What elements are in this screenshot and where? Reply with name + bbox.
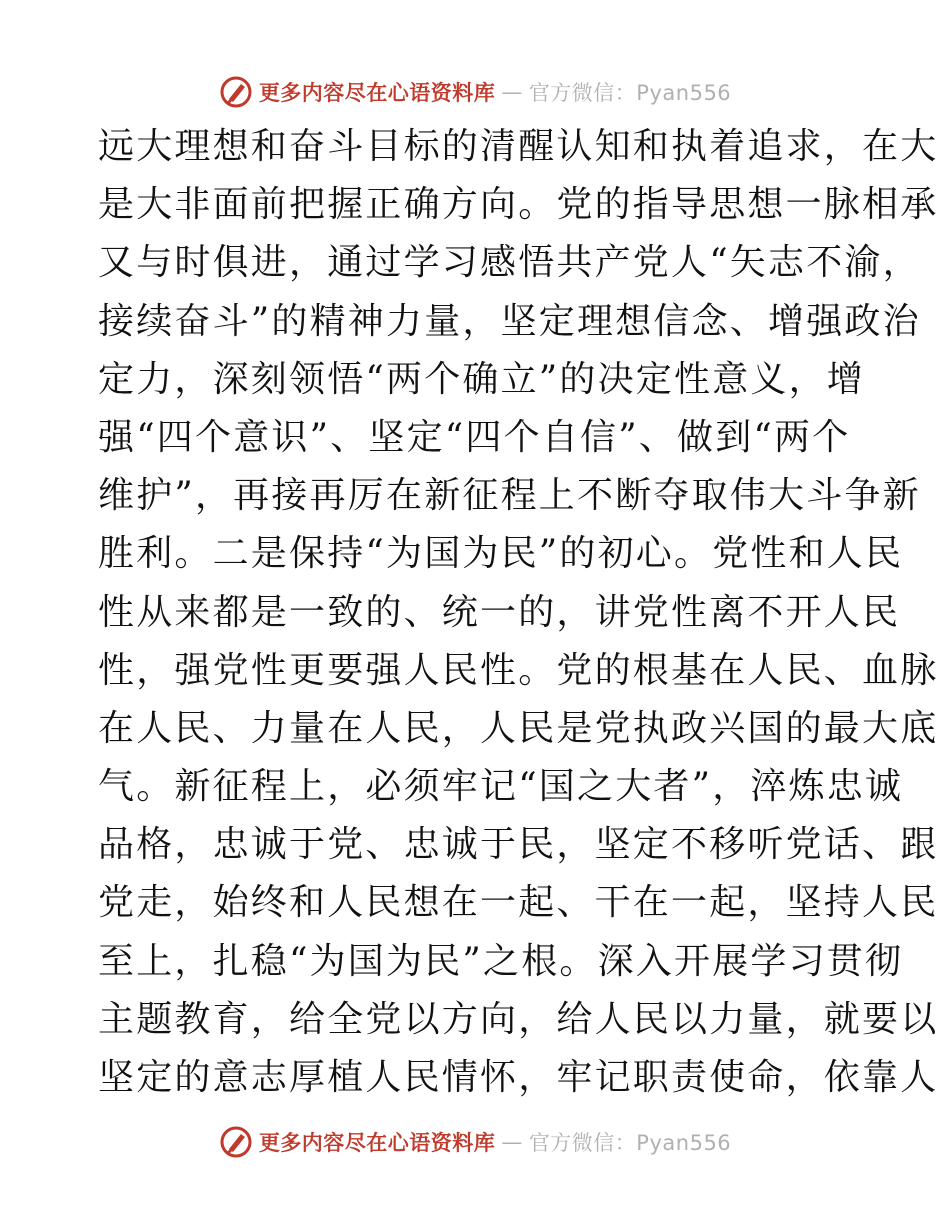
body-line: 接续奋斗”的精神力量，坚定理想信念、增强政治	[98, 300, 921, 342]
body-line: 定力，深刻领悟“两个确立”的决定性意义，增	[98, 358, 866, 400]
body-line: 性，强党性更要强人民性。党的根基在人民、血脉	[98, 649, 939, 691]
header-brand-text: 更多内容尽在心语资料库	[258, 81, 496, 105]
footer-banner	[0, 1120, 950, 1164]
body-line: 品格，忠诚于党、忠诚于民，坚定不移听党话、跟	[98, 824, 939, 866]
body-line: 党走，始终和人民想在一起、干在一起，坚持人民	[98, 882, 939, 924]
body-line: 主题教育，给全党以方向，给人民以力量，就要以	[98, 998, 939, 1040]
body-line: 又与时俱进，通过学习感悟共产党人“矢志不渝，	[98, 242, 921, 284]
document-body	[98, 118, 939, 1107]
footer-separator: —	[501, 1130, 523, 1154]
body-line: 远大理想和奋斗目标的清醒认知和执着追求，在大	[98, 126, 939, 167]
body-line: 在人民、力量在人民，人民是党执政兴国的最大底	[98, 707, 939, 749]
pen-logo-icon	[219, 1125, 253, 1159]
footer-brand-text: 更多内容尽在心语资料库	[258, 1131, 496, 1155]
header-separator: —	[501, 80, 523, 104]
header-contact-text: 官方微信：Pyan556	[528, 81, 732, 105]
body-line: 胜利。二是保持“为国为民”的初心。党性和人民	[98, 533, 904, 575]
header-banner	[0, 70, 950, 114]
body-line: 性从来都是一致的、统一的，讲党性离不开人民	[98, 591, 901, 633]
body-line: 强“四个意识”、坚定“四个自信”、做到“两个	[98, 416, 851, 458]
body-line: 是大非面前把握正确方向。党的指导思想一脉相承	[98, 184, 939, 226]
body-line: 至上，扎稳“为国为民”之根。深入开展学习贯彻	[98, 940, 904, 982]
body-line: 坚定的意志厚植人民情怀，牢记职责使命，依靠人	[98, 1057, 939, 1098]
body-line: 维护”，再接再厉在新征程上不断夺取伟大斗争新	[98, 475, 921, 517]
body-line: 气。新征程上，必须牢记“国之大者”，淬炼忠诚	[98, 766, 904, 808]
footer-contact-text: 官方微信：Pyan556	[528, 1131, 732, 1155]
pen-logo-icon	[219, 75, 253, 109]
